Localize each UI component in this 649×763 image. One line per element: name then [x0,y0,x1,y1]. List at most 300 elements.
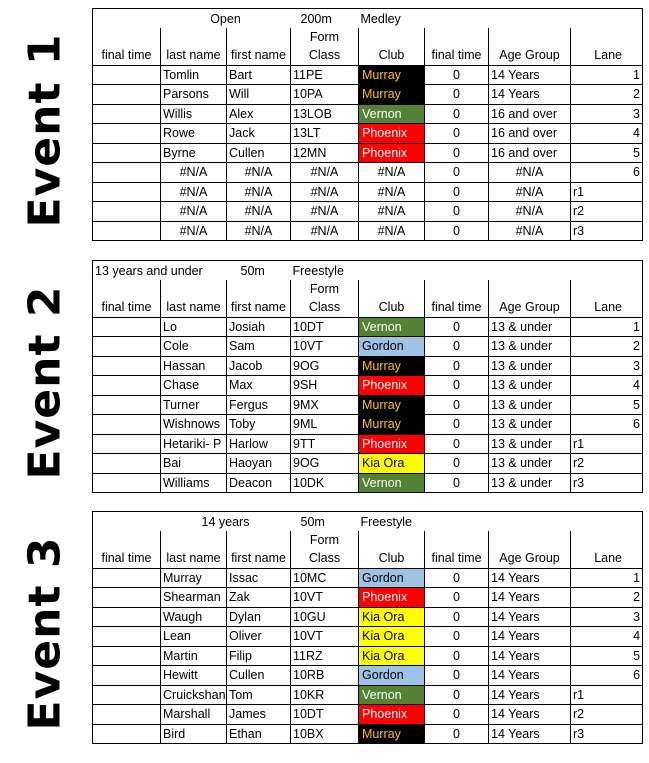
last-name-cell: Cole [161,337,227,357]
lane-cell: 4 [571,376,643,396]
club-cell: Phoenix [359,376,425,396]
last-name-cell: Byrne [161,143,227,163]
age-group-cell: 14 Years [489,607,571,627]
title-spacer [425,9,643,29]
last-name-cell: Rowe [161,124,227,144]
table-row [93,182,643,202]
age-group-cell: #N/A [489,221,571,241]
age-group-cell: 14 Years [489,705,571,725]
final-time-cell[interactable] [93,337,161,357]
header-first-name: first name [227,46,291,65]
header-lane: Lane [571,298,643,317]
first-name-cell: #N/A [227,182,291,202]
final-time-cell[interactable] [93,65,161,85]
table-row [93,434,643,454]
form-class-cell: #N/A [291,163,359,183]
header-spacer [93,28,161,46]
result-cell: 0 [425,65,489,85]
header-spacer [161,28,227,46]
form-class-cell: 10MC [291,568,359,588]
lane-cell: 2 [571,85,643,105]
final-time-cell[interactable] [93,685,161,705]
lane-cell: 5 [571,646,643,666]
header-age-group: Age Group [489,549,571,568]
header-form: Form [291,28,359,46]
first-name-cell: #N/A [227,163,291,183]
header-spacer [489,280,571,298]
header-row [93,549,643,568]
result-cell: 0 [425,202,489,222]
first-name-cell: Oliver [227,627,291,647]
header-form: Form [291,531,359,549]
club-cell: Kia Ora [359,646,425,666]
club-cell: Kia Ora [359,607,425,627]
lane-cell: 5 [571,395,643,415]
lane-cell: r3 [571,724,643,744]
event-stroke: Medley [359,9,425,29]
result-cell: 0 [425,666,489,686]
result-cell: 0 [425,356,489,376]
table-row [93,104,643,124]
form-class-cell: 10PA [291,85,359,105]
header-spacer [93,531,161,549]
table-row [93,65,643,85]
age-group-cell: 16 and over [489,124,571,144]
result-cell: 0 [425,124,489,144]
lane-cell: r3 [571,221,643,241]
header-spacer [425,531,489,549]
last-name-cell: Williams [161,473,227,493]
title-spacer [425,512,643,532]
final-time-cell[interactable] [93,221,161,241]
club-cell: Murray [359,415,425,435]
event-label [0,252,90,512]
club-cell: #N/A [359,221,425,241]
final-time-cell[interactable] [93,163,161,183]
age-group-cell: 14 Years [489,627,571,647]
first-name-cell: Issac [227,568,291,588]
club-cell: Vernon [359,317,425,337]
last-name-cell: Murray [161,568,227,588]
final-time-cell[interactable] [93,588,161,608]
result-cell: 0 [425,163,489,183]
table-row [93,143,643,163]
last-name-cell: Shearman [161,588,227,608]
age-group-cell: 14 Years [489,568,571,588]
final-time-cell[interactable] [93,395,161,415]
first-name-cell: Tom [227,685,291,705]
final-time-cell[interactable] [93,356,161,376]
last-name-cell: #N/A [161,221,227,241]
table-row [93,666,643,686]
header-last-name: last name [161,549,227,568]
final-time-cell[interactable] [93,724,161,744]
club-cell: Vernon [359,104,425,124]
club-cell: Vernon [359,685,425,705]
form-class-cell: 9OG [291,454,359,474]
last-name-cell: #N/A [161,163,227,183]
age-group-cell: #N/A [489,202,571,222]
title-spacer [93,9,161,29]
age-group-cell: #N/A [489,163,571,183]
first-name-cell: Cullen [227,143,291,163]
header-final-time: final time [93,298,161,317]
final-time-cell[interactable] [93,434,161,454]
first-name-cell: Josiah [227,317,291,337]
first-name-cell: Fergus [227,395,291,415]
result-cell: 0 [425,568,489,588]
lane-cell: 3 [571,104,643,124]
result-cell: 0 [425,473,489,493]
club-cell: Kia Ora [359,454,425,474]
header-spacer [227,531,291,549]
event-label-text: Event 2 [19,285,71,479]
final-time-cell[interactable] [93,104,161,124]
club-cell: Murray [359,724,425,744]
age-group-cell: 13 & under [489,356,571,376]
header-spacer [571,531,643,549]
form-class-cell: 12MN [291,143,359,163]
first-name-cell: Jacob [227,356,291,376]
table-row [93,395,643,415]
result-cell: 0 [425,685,489,705]
table-row [93,454,643,474]
event-title-row [93,261,643,281]
header-form: Form [291,280,359,298]
form-class-cell: 10KR [291,685,359,705]
final-time-cell[interactable] [93,454,161,474]
header-spacer [425,28,489,46]
header-spacer [161,531,227,549]
header-lane: Lane [571,46,643,65]
lane-cell: 3 [571,356,643,376]
event-table [92,260,643,493]
result-cell: 0 [425,376,489,396]
result-cell: 0 [425,454,489,474]
lane-cell: 1 [571,317,643,337]
club-cell: Murray [359,85,425,105]
club-cell: Phoenix [359,434,425,454]
lane-cell: 4 [571,627,643,647]
form-class-cell: 10VT [291,588,359,608]
final-time-cell[interactable] [93,568,161,588]
result-cell: 0 [425,104,489,124]
result-cell: 0 [425,143,489,163]
final-time-cell[interactable] [93,607,161,627]
form-class-cell: 11RZ [291,646,359,666]
age-group-cell: 16 and over [489,143,571,163]
club-cell: Gordon [359,568,425,588]
table-row [93,163,643,183]
last-name-cell: Lo [161,317,227,337]
first-name-cell: Bart [227,65,291,85]
header-spacer [489,28,571,46]
title-spacer [359,261,643,281]
event-table [92,511,643,744]
header-final-time: final time [93,46,161,65]
club-cell: #N/A [359,182,425,202]
final-time-cell[interactable] [93,202,161,222]
header-last-name: last name [161,46,227,65]
header-spacer [359,28,425,46]
event-label [0,0,90,260]
first-name-cell: #N/A [227,221,291,241]
age-group-cell: 13 & under [489,317,571,337]
last-name-cell: Marshall [161,705,227,725]
form-class-cell: 13LOB [291,104,359,124]
header-spacer [425,280,489,298]
table-row [93,685,643,705]
age-group-cell: 14 Years [489,65,571,85]
age-group-cell: 13 & under [489,454,571,474]
table-row [93,337,643,357]
club-cell: Phoenix [359,588,425,608]
title-spacer [93,512,161,532]
club-cell: Gordon [359,666,425,686]
result-cell: 0 [425,607,489,627]
header-spacer [489,531,571,549]
first-name-cell: Will [227,85,291,105]
last-name-cell: Lean [161,627,227,647]
event-title-row [93,512,643,532]
header-spacer [161,280,227,298]
header-first-name: first name [227,549,291,568]
table-row [93,646,643,666]
event-table [92,8,643,241]
lane-cell: r1 [571,685,643,705]
club-cell: Phoenix [359,124,425,144]
header-last-name: last name [161,298,227,317]
lane-cell: r2 [571,454,643,474]
header-spacer [359,280,425,298]
last-name-cell: Wishnows [161,415,227,435]
result-cell: 0 [425,627,489,647]
event-age: 14 years [161,512,291,532]
result-cell: 0 [425,646,489,666]
header-row [93,298,643,317]
header-row-top [93,280,643,298]
club-cell: Phoenix [359,705,425,725]
event-distance: 200m [291,9,359,29]
event-distance: 50m [291,512,359,532]
lane-cell: r2 [571,705,643,725]
table-row [93,85,643,105]
table-row [93,705,643,725]
header-spacer [571,280,643,298]
last-name-cell: Turner [161,395,227,415]
final-time-cell[interactable] [93,415,161,435]
final-time-cell[interactable] [93,317,161,337]
form-class-cell: 9MX [291,395,359,415]
result-cell: 0 [425,85,489,105]
last-name-cell: Bird [161,724,227,744]
form-class-cell: 10GU [291,607,359,627]
header-final-time: final time [93,549,161,568]
form-class-cell: 9ML [291,415,359,435]
header-spacer [93,280,161,298]
age-group-cell: 14 Years [489,666,571,686]
last-name-cell: Parsons [161,85,227,105]
age-group-cell: 14 Years [489,646,571,666]
last-name-cell: Waugh [161,607,227,627]
club-cell: #N/A [359,163,425,183]
header-club: Club [359,549,425,568]
club-cell: Gordon [359,337,425,357]
last-name-cell: Tomlin [161,65,227,85]
table-row [93,124,643,144]
club-cell: Vernon [359,473,425,493]
final-time-cell[interactable] [93,705,161,725]
form-class-cell: 10VT [291,627,359,647]
lane-cell: r1 [571,434,643,454]
first-name-cell: Sam [227,337,291,357]
lane-cell: r2 [571,202,643,222]
last-name-cell: Cruickshan [161,685,227,705]
age-group-cell: #N/A [489,182,571,202]
lane-cell: 2 [571,588,643,608]
first-name-cell: Haoyan [227,454,291,474]
header-lane: Lane [571,549,643,568]
result-cell: 0 [425,337,489,357]
age-group-cell: 14 Years [489,685,571,705]
lane-cell: 3 [571,607,643,627]
age-group-cell: 14 Years [489,85,571,105]
result-cell: 0 [425,221,489,241]
form-class-cell: 10DK [291,473,359,493]
lane-cell: 4 [571,124,643,144]
last-name-cell: Bai [161,454,227,474]
header-spacer [227,280,291,298]
club-cell: Murray [359,395,425,415]
form-class-cell: 9TT [291,434,359,454]
event-label [0,503,90,763]
table-row [93,588,643,608]
lane-cell: 6 [571,415,643,435]
first-name-cell: Zak [227,588,291,608]
header-class: Class [291,549,359,568]
table-row [93,724,643,744]
first-name-cell: Jack [227,124,291,144]
final-time-cell[interactable] [93,646,161,666]
form-class-cell: 10RB [291,666,359,686]
age-group-cell: 14 Years [489,724,571,744]
final-time-cell[interactable] [93,143,161,163]
final-time-cell[interactable] [93,376,161,396]
result-cell: 0 [425,434,489,454]
final-time-cell[interactable] [93,124,161,144]
final-time-cell[interactable] [93,666,161,686]
result-cell: 0 [425,588,489,608]
header-club: Club [359,298,425,317]
last-name-cell: #N/A [161,202,227,222]
first-name-cell: Cullen [227,666,291,686]
club-cell: Kia Ora [359,627,425,647]
lane-cell: r3 [571,473,643,493]
header-club: Club [359,46,425,65]
first-name-cell: Ethan [227,724,291,744]
last-name-cell: Hetariki- P [161,434,227,454]
first-name-cell: Max [227,376,291,396]
first-name-cell: James [227,705,291,725]
header-final-time-2: final time [425,298,489,317]
header-row-top [93,28,643,46]
table-row [93,607,643,627]
event-label-text: Event 3 [19,536,71,730]
last-name-cell: Willis [161,104,227,124]
table-row [93,356,643,376]
form-class-cell: #N/A [291,202,359,222]
age-group-cell: 13 & under [489,473,571,493]
event-label-text: Event 1 [19,33,71,227]
first-name-cell: Toby [227,415,291,435]
header-class: Class [291,298,359,317]
final-time-cell[interactable] [93,473,161,493]
result-cell: 0 [425,705,489,725]
lane-cell: 6 [571,163,643,183]
form-class-cell: 9SH [291,376,359,396]
result-cell: 0 [425,724,489,744]
final-time-cell[interactable] [93,182,161,202]
first-name-cell: Alex [227,104,291,124]
event-age: 13 years and under [93,261,227,281]
table-row [93,568,643,588]
table-row [93,317,643,337]
form-class-cell: 10VT [291,337,359,357]
age-group-cell: 14 Years [489,588,571,608]
lane-cell: 1 [571,65,643,85]
header-age-group: Age Group [489,298,571,317]
lane-cell: 2 [571,337,643,357]
form-class-cell: 10DT [291,705,359,725]
age-group-cell: 13 & under [489,337,571,357]
header-spacer [359,531,425,549]
lane-cell: 1 [571,568,643,588]
club-cell: Phoenix [359,143,425,163]
form-class-cell: 10BX [291,724,359,744]
header-spacer [227,28,291,46]
table-row [93,202,643,222]
final-time-cell[interactable] [93,627,161,647]
table-row [93,473,643,493]
last-name-cell: Martin [161,646,227,666]
form-class-cell: #N/A [291,221,359,241]
first-name-cell: Deacon [227,473,291,493]
event-stroke: Freestyle [291,261,359,281]
form-class-cell: 13LT [291,124,359,144]
first-name-cell: Filip [227,646,291,666]
form-class-cell: 10DT [291,317,359,337]
age-group-cell: 13 & under [489,434,571,454]
event-distance: 50m [227,261,291,281]
header-final-time-2: final time [425,46,489,65]
form-class-cell: 9OG [291,356,359,376]
age-group-cell: 13 & under [489,415,571,435]
first-name-cell: Dylan [227,607,291,627]
table-row [93,376,643,396]
table-row [93,415,643,435]
final-time-cell[interactable] [93,85,161,105]
club-cell: Murray [359,65,425,85]
event-stroke: Freestyle [359,512,425,532]
header-class: Class [291,46,359,65]
header-spacer [571,28,643,46]
club-cell: #N/A [359,202,425,222]
form-class-cell: #N/A [291,182,359,202]
first-name-cell: #N/A [227,202,291,222]
form-class-cell: 11PE [291,65,359,85]
age-group-cell: 16 and over [489,104,571,124]
header-age-group: Age Group [489,46,571,65]
